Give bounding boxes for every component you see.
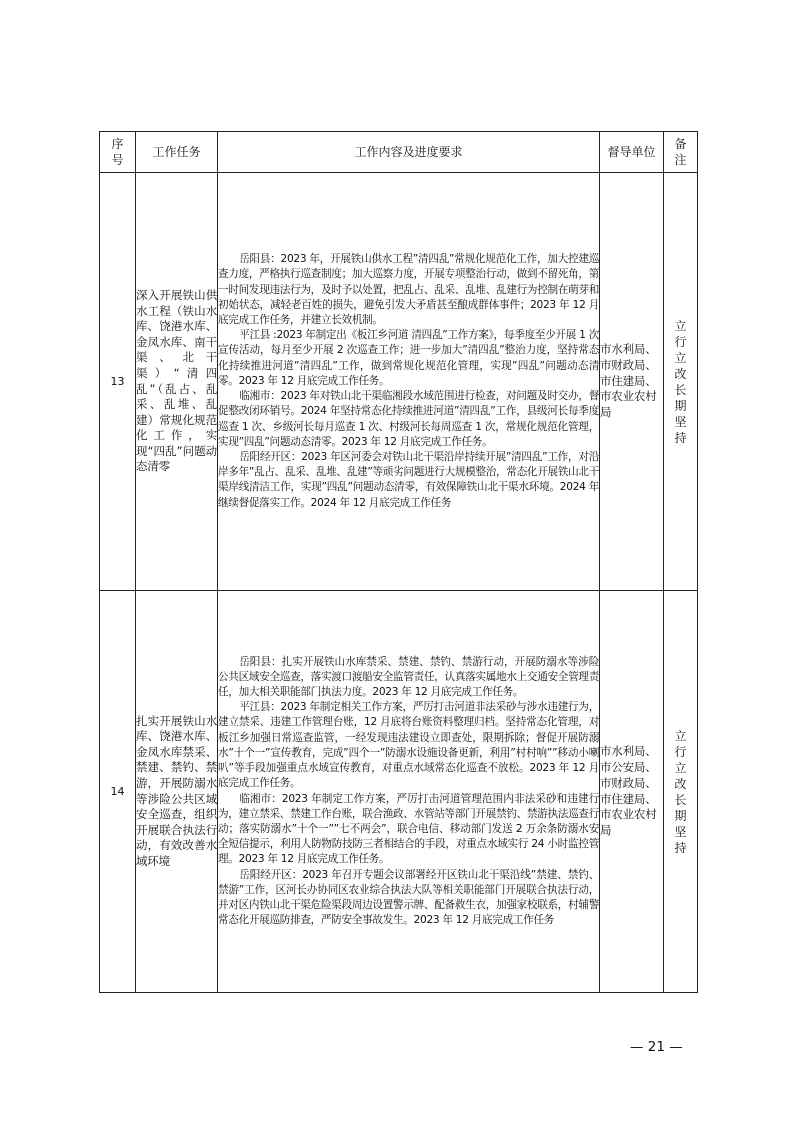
content-paragraph: 岳阳经开区：2023 年召开专题会议部署经开区铁山北干渠沿线”禁建、禁钓、禁游”工作，区河长办协同区农业综合执法大队等相关职能部门开展联合执法行动，并对区内铁山北干渠危险渠段周边设置警示牌、配备救生衣，加强家校联系，村辅警常态化开展巡防排查，严防安全事故发生。2023 年 12 月底完成工作任务	[218, 868, 599, 927]
content-paragraph: 临湘市：2023 年对铁山北干渠临湘段水域范围进行检查，对问题及时交办，督促整改闭环销号。2024 年坚持常态化持续推进河道”清四乱”工作，县级河长每季度巡查 1 次、乡级河长每月巡查 1 次、村级河长每周巡查 1 次，常规化规范化管理，实现”四乱”问题动态清零。2023 年 12 月底完成工作任务。	[218, 390, 599, 448]
header-seq: 序号	[100, 132, 136, 173]
header-supervisor: 督导单位	[600, 132, 664, 173]
row-content	[218, 173, 600, 591]
header-note: 备注	[664, 132, 698, 173]
content-paragraph: 平江县：2023 年制定相关工作方案，严厉打击河道非法采砂与涉水违建行为，建立禁采、违建工作管理台账，12 月底将台账资料整理归档。坚持常态化管理，对板江乡加强日常巡查监管，一经发现违法建设立即查处，限期拆除；督促开展防溺水”十个一”宣传教育，完成”四个一”防溺水设施设备更新，利用”村村响””移动小喇叭”等手段加强重点水域宣传教育，对重点水域常态化巡查不放松。2023 年 12 月底完成工作任务。	[218, 701, 599, 790]
row-note: 立行立改长期坚持	[664, 173, 698, 591]
page-number: — 21 —	[630, 1039, 683, 1055]
header-task: 工作任务	[136, 132, 218, 173]
row-note: 立行立改长期坚持	[664, 591, 698, 993]
header-content: 工作内容及进度要求	[218, 132, 600, 173]
content-paragraph: 岳阳县：扎实开展铁山水库禁采、禁建、禁钓、禁游行动，开展防溺水等涉险公共区域安全巡查，落实渡口渡船安全监管责任，认真落实属地水上交通安全管理责任，加大相关职能部门执法力度。2023 年 12 月底完成工作任务。	[218, 655, 599, 699]
row-seq: 13	[100, 173, 136, 591]
row-seq: 14	[100, 591, 136, 993]
table-row	[100, 591, 698, 993]
content-paragraph: 岳阳经开区：2023 年区河委会对铁山北干渠沿岸持续开展”清四乱”工作，对沿岸多年”乱占、乱采、乱堆、乱建”等顽劣问题进行大规模整治，常态化开展铁山北干渠岸线清洁工作，实现”四乱”问题动态清零，有效保障铁山北干渠水环境。2024 年继续督促落实工作。2024 年 12 月底完成工作任务	[218, 450, 599, 509]
content-paragraph: 平江县 :2023 年制定出《板江乡河道 清四乱”工作方案》，每季度至少开展 1 次宣传活动，每月至少开展 2 次巡查工作；进一步加大”清四乱”整治力度，坚持常态化持续推进河道”清四乱”工作，做到常规化规范化管理，实现”四乱”问题动态清零。2023 年 12 月底完成工作任务。	[218, 329, 599, 387]
row-supervisor: 市水利局、市公安局、市财政局、市住建局、市农业农村局	[600, 591, 664, 993]
row-content	[218, 591, 600, 993]
row-task: 扎实开展铁山水库、饶港水库、金凤水库禁采、禁建、禁钓、禁游，开展防溺水等涉险公共区域安全巡查，组织开展联合执法行动，有效改善水域环境	[136, 591, 218, 993]
task-table	[99, 131, 698, 993]
row-task: 深入开展铁山供水工程（铁山水库、饶港水库、金凤水库、南干渠、北干渠）“清四乱”（乱占、乱采、乱堆、乱建）常规化规范化工作，实现“四乱”问题动态清零	[136, 173, 218, 591]
table-row	[100, 173, 698, 591]
row-supervisor: 市水利局、市财政局、市住建局、市农业农村局	[600, 173, 664, 591]
table-header-row	[100, 132, 698, 173]
content-paragraph: 临湘市：2023 年制定工作方案，严厉打击河道管理范围内非法采砂和违建行为，建立禁采、禁建工作台账，联合渔政、水管站等部门开展禁钓、禁游执法巡查行动；落实防溺水”十个一””七不两会”，联合电信、移动部门发送 2 万余条防溺水安全短信提示，利用人防物防技防三者相结合的手段，对重点水域实行 24 小时监控管理。2023 年 12 月底完成工作任务。	[218, 792, 599, 866]
content-paragraph: 岳阳县：2023 年，开展铁山供水工程”清四乱”常规化规范化工作，加大控建巡查力度，严格执行巡查制度；加大巡察力度，开展专项整治行动，做到不留死角，第一时间发现违法行为，及时予以处置，把乱占、乱采、乱堆、乱建行为控制在萌芽和初始状态，减轻老百姓的损失，避免引发大矛盾甚至酿成群体事件；2023 年 12 月底完成工作任务，并建立长效机制。	[218, 253, 599, 327]
